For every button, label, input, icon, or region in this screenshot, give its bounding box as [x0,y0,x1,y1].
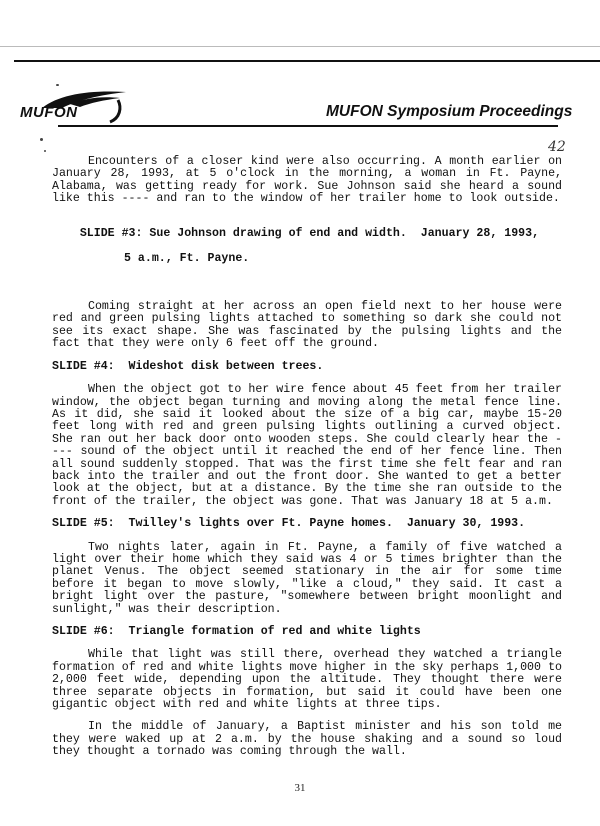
logo-hook-icon [108,98,124,126]
slide-caption-line: SLIDE #3: Sue Johnson drawing of end and width. January 28, 1993, [79,227,540,241]
header-divider [58,125,558,127]
paragraph: While that light was still there, overhead they watched a triangle formation of red and white lights move higher in the sky perhaps 1,000 to 2,000 feet wide, depending upon the altitude. They thought there were three separate objects in formation, but said it could have been one gigantic object with red and white lights at three tips. [52,648,562,712]
header-title: MUFON Symposium Proceedings [326,103,573,120]
slide-caption-line: 5 a.m., Ft. Payne. [124,251,250,265]
slide-caption [52,216,562,290]
logo-wordmark: MUFON [20,104,78,121]
paragraph: Two nights later, again in Ft. Payne, a family of five watched a light over their home which they said was 4 or 5 times brighter than the planet Venus. The object seemed stationary in the air for some time before it began to move slowly, "like a cloud," they said. It cast a bright light over the pasture, "somewhere between bright moonlight and sunlight," was their description. [52,540,562,616]
scan-speck [44,150,46,152]
slide-caption: SLIDE #5: Twilley's lights over Ft. Payne homes. January 30, 1993. [52,517,526,531]
handwritten-page-mark: 42 [548,139,566,155]
top-divider [14,60,600,62]
scan-edge-line [0,46,600,47]
scan-speck [40,138,43,141]
paragraph: When the object got to her wire fence about 45 feet from her trailer window, the object began turning and moving along the metal fence line. As it did, she said it looked about the size of a big car, maybe 15-20 feet long with red and green pulsing lights outlining a curved object. She ran out her back door onto wooden steps. She could clearly hear the ---- sound of the object until it reached the end of her fence line. Then all sound suddenly stopped. That was the first time she felt fear and ran back into the trailer and out the front door. She wanted to get a better look at the object, but at a distance. By the time she ran outside to the front of the trailer, the object was gone. That was January 18 at 5 a.m. [52,383,562,508]
mufon-logo [20,86,130,130]
body-text [52,156,562,769]
paragraph: Encounters of a closer kind were also occurring. A month earlier on January 28, 1993, at 5 o'clock in the morning, a woman in Ft. Payne, Alabama, was getting ready for work. Sue Johnson said she heard a sound like this ---- and ran to the window of her trailer home to look outside. [52,155,562,206]
paragraph: In the middle of January, a Baptist minister and his son told me they were waked up at 2 a.m. by the house shaking and a sound so loud they thought a tornado was coming through the wall. [52,720,562,759]
slide-caption: SLIDE #6: Triangle formation of red and white lights [52,625,421,638]
page-number: 31 [294,782,306,794]
paragraph: Coming straight at her across an open field next to her house were red and green pulsing lights attached to something so dark she could not see its exact shape. She was fascinated by the pulsing lights and the fact that they were only 6 feet off the ground. [52,300,562,351]
slide-caption: SLIDE #4: Wideshot disk between trees. [52,359,324,373]
